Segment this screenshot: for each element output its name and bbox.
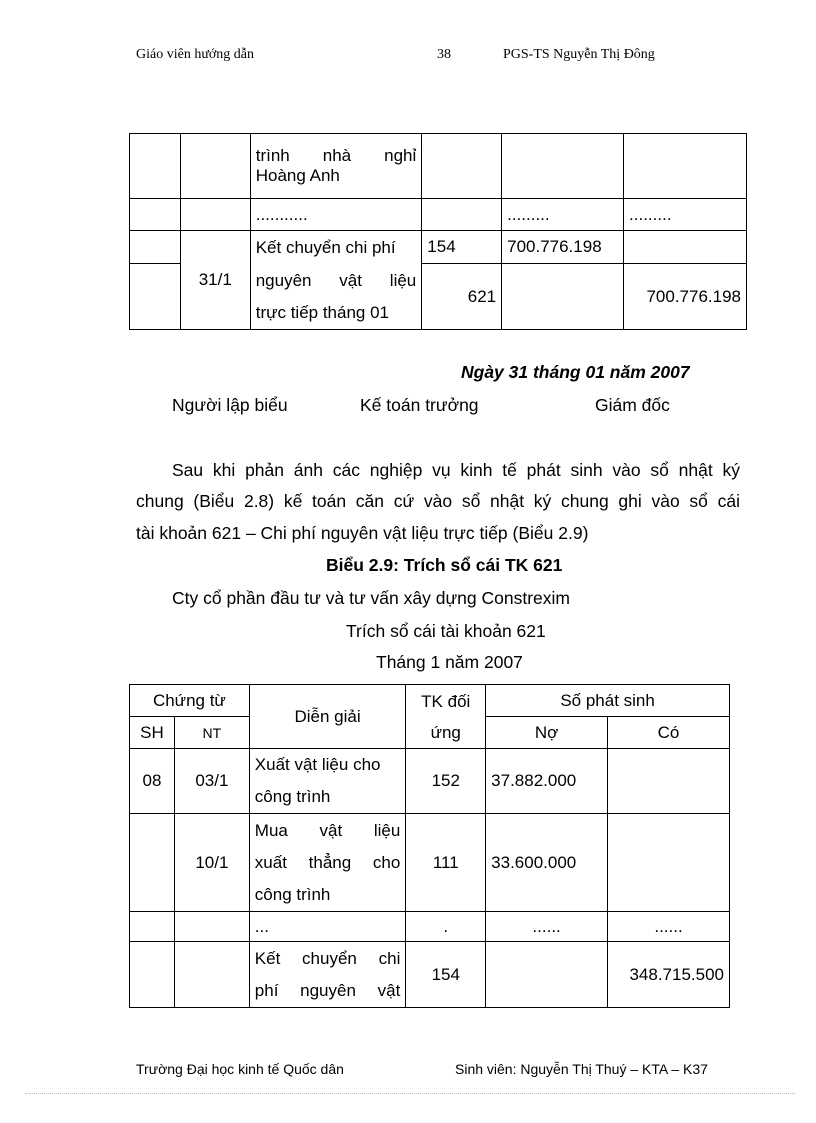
table-row xyxy=(130,912,730,942)
table-row xyxy=(130,231,747,264)
table-row xyxy=(130,749,730,814)
debit-cell: ......... xyxy=(502,199,624,231)
amount-header: Số phát sinh xyxy=(486,685,730,717)
exhibit-title: Biểu 2.9: Trích sổ cái TK 621 xyxy=(326,555,563,575)
page-bottom-divider xyxy=(25,1093,795,1094)
preparer-label: Người lập biểu xyxy=(172,395,288,415)
desc-cell: Mua vật liệu xuất thẳng cho công trình xyxy=(249,814,406,912)
director-label: Giám đốc xyxy=(595,395,670,415)
ledger-table xyxy=(129,684,730,1008)
desc-cell: Xuất vật liệu cho công trình xyxy=(249,749,406,814)
account-cell: 152 xyxy=(406,749,486,814)
voucher-header: Chứng từ xyxy=(130,685,250,717)
paragraph-line: Sau khi phản ánh các nghiệp vụ kinh tế phát sinh vào sổ nhật ký xyxy=(172,460,740,480)
table-row xyxy=(130,199,747,231)
debit-cell: 700.776.198 xyxy=(502,231,624,264)
account-cell: 111 xyxy=(406,814,486,912)
desc-cell: ........... xyxy=(250,199,422,231)
table-header-row xyxy=(130,685,730,717)
table-row xyxy=(130,942,730,1008)
page-number: 38 xyxy=(437,47,451,62)
desc-line: nguyên vật liệu xyxy=(255,271,417,290)
paragraph-line: tài khoản 621 – Chi phí nguyên vật liệu trực tiếp (Biểu 2.9) xyxy=(136,523,589,543)
desc-cell: Kết chuyển chi phí nguyên vật xyxy=(249,942,406,1008)
nt-header: NT xyxy=(174,717,249,749)
table-row xyxy=(130,134,747,199)
header-advisor-label: Giáo viên hướng dẫn xyxy=(136,47,255,62)
desc-line: trình nhà nghỉ xyxy=(255,146,417,165)
nt-cell: 03/1 xyxy=(174,749,249,814)
account-cell: 154 xyxy=(422,231,502,264)
credit-header: Có xyxy=(608,717,730,749)
desc-cell xyxy=(250,134,422,199)
footer-school: Trường Đại học kinh tế Quốc dân xyxy=(136,1061,344,1077)
desc-line: Kết chuyển chi phí xyxy=(255,238,396,257)
ledger-title: Trích sổ cái tài khoản 621 xyxy=(346,621,546,641)
sh-cell: 08 xyxy=(130,749,175,814)
credit-cell: ...... xyxy=(608,912,730,942)
debit-cell: ...... xyxy=(486,912,608,942)
chief-accountant-label: Kế toán trưởng xyxy=(360,395,479,415)
signature-date: Ngày 31 tháng 01 năm 2007 xyxy=(461,362,690,382)
credit-cell: 348.715.500 xyxy=(608,942,730,1008)
sh-header: SH xyxy=(130,717,175,749)
debit-header: Nợ xyxy=(486,717,608,749)
credit-cell: 700.776.198 xyxy=(624,264,747,330)
header-advisor-name: PGS-TS Nguyễn Thị Đông xyxy=(503,47,655,62)
desc-cell: ... xyxy=(249,912,406,942)
footer-student: Sinh viên: Nguyễn Thị Thuý – KTA – K37 xyxy=(455,1061,708,1077)
company-name: Cty cổ phần đầu tư và tư vấn xây dựng Constrexim xyxy=(172,588,570,608)
desc-cell xyxy=(250,231,422,330)
desc-header: Diễn giải xyxy=(249,685,406,749)
debit-cell: 37.882.000 xyxy=(486,749,608,814)
debit-cell: 33.600.000 xyxy=(486,814,608,912)
desc-line: trực tiếp tháng 01 xyxy=(255,303,390,322)
account-cell: 621 xyxy=(422,264,502,330)
account-cell: 154 xyxy=(406,942,486,1008)
credit-cell: ......... xyxy=(624,199,747,231)
journal-table-continued xyxy=(129,133,747,330)
date-cell: 31/1 xyxy=(180,231,250,330)
table-row xyxy=(130,814,730,912)
ledger-month: Tháng 1 năm 2007 xyxy=(376,652,523,672)
desc-line: Hoàng Anh xyxy=(255,166,340,185)
account-header: TK đối ứng xyxy=(406,685,486,749)
account-cell: . xyxy=(406,912,486,942)
nt-cell: 10/1 xyxy=(174,814,249,912)
paragraph-line: chung (Biểu 2.8) kế toán căn cứ vào sổ nhật ký chung ghi vào sổ cái xyxy=(136,491,740,511)
